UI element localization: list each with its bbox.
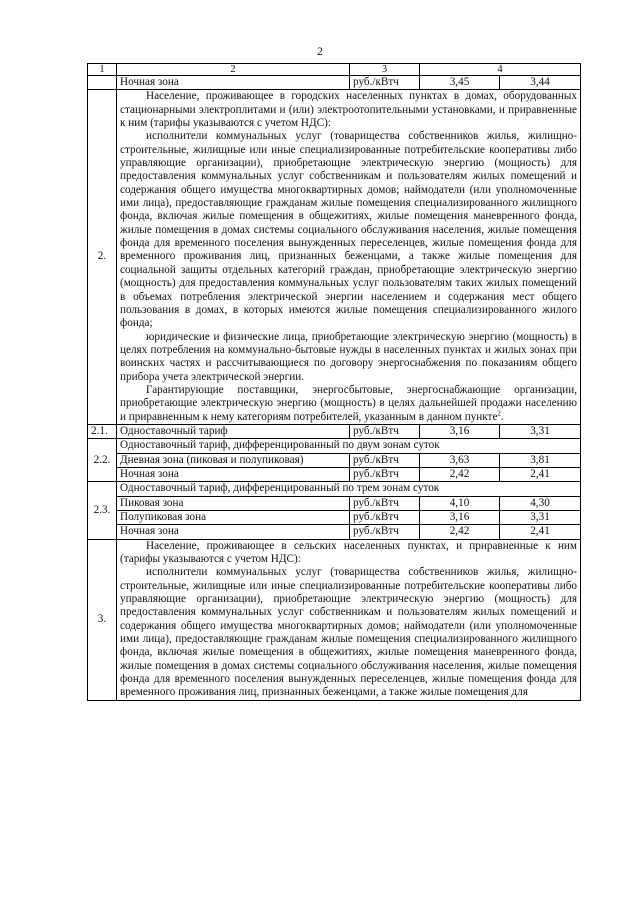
row-2-2-a-value-2: 3,81: [500, 453, 581, 467]
row-value-1: 3,45: [420, 76, 500, 90]
row-2-3-a-label: Пиковая зона: [117, 496, 350, 510]
section-2-paragraph-4-text: Гарантирующие поставщики, энергосбытовые, энергоснабжающие организации, приобретающие электрическую энергию (мощность) в целях дальнейшей продажи населению и приравненным к нему категориям потребителей, указанным в данном пункте: [120, 383, 577, 423]
row-2-3-c-value-2: 2,41: [500, 525, 581, 539]
row-2-2-b-label: Ночная зона: [117, 467, 350, 481]
table-row: [88, 511, 581, 525]
header-col-3: 3: [350, 64, 420, 76]
row-2-3-title: Одноставочный тариф, дифференцированный по трем зонам суток: [117, 482, 581, 496]
row-2-2-a-unit: руб./кВтч: [350, 453, 420, 467]
row-2-3-b-value-1: 3,16: [420, 511, 500, 525]
row-number-empty: [88, 76, 117, 90]
row-2-1-label: Одноставочный тариф: [117, 424, 350, 438]
page-number: 2: [317, 44, 323, 58]
table-row-2-3-title: [88, 482, 581, 496]
row-2-1-number: 2.1.: [88, 424, 117, 438]
header-col-1: 1: [88, 64, 117, 76]
section-3-row: [88, 539, 581, 700]
section-3-paragraph-1: Население, проживающее в сельских населенных пунктах, и приравненные к ним (тарифы указываются с учетом НДС):: [120, 539, 577, 566]
row-2-1-unit: руб./кВтч: [350, 424, 420, 438]
section-3-number: 3.: [88, 539, 117, 700]
row-2-2-b-unit: руб./кВтч: [350, 467, 420, 481]
row-2-3-c-value-1: 2,42: [420, 525, 500, 539]
tariff-table: [87, 63, 581, 701]
row-label: Ночная зона: [117, 76, 350, 90]
section-2-paragraph-1: Население, проживающее в городских населенных пунктах в домах, оборудованных стационарными электроплитами и (или) электроотопительными установками, и приравненные к ним (тарифы указываются с учетом НДС):: [120, 90, 577, 130]
section-2-paragraph-4: [120, 384, 577, 424]
row-2-3-c-label: Ночная зона: [117, 525, 350, 539]
table-row-2-1: [88, 424, 581, 438]
row-2-2-title: Одноставочный тариф, дифференцированный по двум зонам суток: [117, 439, 581, 453]
section-3-paragraph-2: исполнители коммунальных услуг (товарищества собственников жилья, жилищно-строительные, жилищные или иные специализированные потребительские кооперативы либо управляющие организации), приобретающие электрическую энергию (мощность) для предоставления коммунальных услуг собственникам и пользователям жилых помещений и содержания общего имущества многоквартирных домов; наймодатели (или уполномоченные ими лица), предоставляющие гражданам жилые помещения специализированного жилищного фонда, включая жилые помещения в общежитиях, жилые помещения маневренного фонда, жилые помещения в домах системы социального обслуживания населения, жилые помещения фонда для временного поселения вынужденных переселенцев, жилые помещения фонда для временного проживания лиц, признанных беженцами, а также жилые помещения для: [120, 566, 577, 699]
row-2-3-a-unit: руб./кВтч: [350, 496, 420, 510]
table-row-2-2-title: [88, 439, 581, 453]
row-2-2-a-label: Дневная зона (пиковая и полупиковая): [117, 453, 350, 467]
row-2-2-a-value-1: 3,63: [420, 453, 500, 467]
footnote-mark: 2: [497, 408, 501, 417]
row-2-1-value-2: 3,31: [500, 424, 581, 438]
table-header-row: [88, 64, 581, 76]
row-2-2-b-value-2: 2,41: [500, 467, 581, 481]
table-row: [88, 467, 581, 481]
row-2-2-b-value-1: 2,42: [420, 467, 500, 481]
section-2-paragraph-2: исполнители коммунальных услуг (товарищества собственников жилья, жилищно-строительные, жилищные или иные специализированные потребительские кооперативы либо управляющие организации), приобретающие электрическую энергию (мощность) для предоставления коммунальных услуг собственникам и пользователям жилых помещений и содержания общего имущества многоквартирных домов; наймодатели (или уполномоченные ими лица), предоставляющие гражданам жилые помещения специализированного жилищного фонда, включая жилые помещения в общежитиях, жилые помещения маневренного фонда, жилые помещения в домах системы социального обслуживания населения, жилые помещения фонда для временного поселения вынужденных переселенцев, жилые помещения фонда для временного проживания лиц, признанных беженцами, а также жилые помещения для социальной защиты отдельных категорий граждан, приобретающие электрическую энергию (мощность) для предоставления коммунальных услуг пользователям таких жилых помещений в объемах потребления электрической энергии населением и содержания мест общего пользования в домах, в которых имеются жилые помещения специализированного жилого фонда;: [120, 130, 577, 330]
table-row: [88, 453, 581, 467]
row-2-3-c-unit: руб./кВтч: [350, 525, 420, 539]
section-2-paragraph-3: юридические и физические лица, приобретающие электрическую энергию (мощность) в целях потребления на коммунально-бытовые нужды в населенных пунктах и жилых зонах при воинских частях и рассчитывающиеся по договору энергоснабжения по показаниям общего прибора учета электрической энергии.: [120, 330, 577, 383]
row-2-3-number: 2.3.: [88, 482, 117, 539]
trailing-dot: .: [500, 410, 504, 423]
section-2-row: [88, 90, 581, 425]
row-unit: руб./кВтч: [350, 76, 420, 90]
section-3-text: [117, 539, 581, 700]
row-2-3-b-value-2: 3,31: [500, 511, 581, 525]
table-row: [88, 76, 581, 90]
table-row: [88, 496, 581, 510]
header-col-4: 4: [420, 64, 581, 76]
section-2-number: 2.: [88, 90, 117, 425]
section-2-text: [117, 90, 581, 425]
row-2-3-b-unit: руб./кВтч: [350, 511, 420, 525]
row-2-3-a-value-2: 4,30: [500, 496, 581, 510]
row-2-3-a-value-1: 4,10: [420, 496, 500, 510]
table-row: [88, 525, 581, 539]
row-2-3-b-label: Полупиковая зона: [117, 511, 350, 525]
row-2-2-number: 2.2.: [88, 439, 117, 482]
row-value-2: 3,44: [500, 76, 581, 90]
header-col-2: 2: [117, 64, 350, 76]
row-2-1-value-1: 3,16: [420, 424, 500, 438]
